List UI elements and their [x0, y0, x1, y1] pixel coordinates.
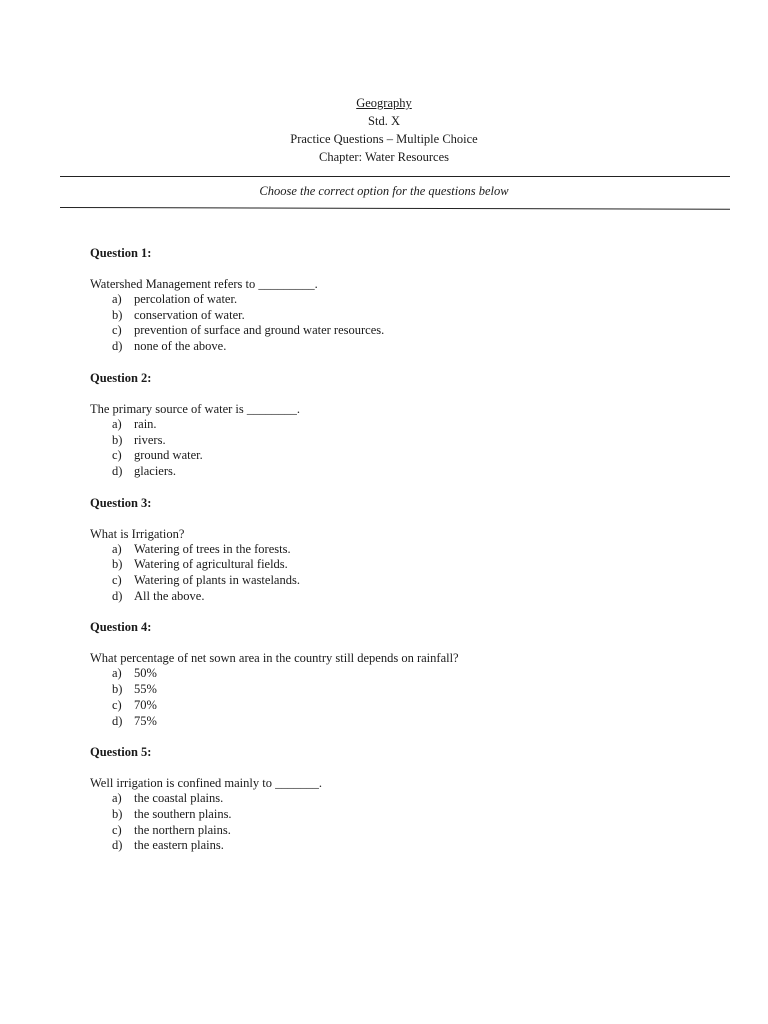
- option-letter: b): [112, 432, 123, 447]
- option-letter: a): [112, 416, 122, 431]
- option-item: [90, 791, 730, 807]
- option-item: [90, 714, 730, 730]
- question-block-1: [90, 245, 730, 355]
- option-letter: a): [112, 791, 122, 806]
- option-text: rivers.: [134, 432, 166, 447]
- top-divider: [60, 176, 730, 177]
- option-letter: b): [112, 682, 123, 697]
- option-text: 55%: [134, 682, 157, 697]
- question-stem: Well irrigation is confined mainly to _______.: [90, 776, 322, 791]
- option-letter: b): [112, 806, 123, 821]
- option-item: [90, 308, 730, 324]
- question-stem: The primary source of water is ________.: [90, 401, 301, 416]
- option-letter: c): [112, 323, 122, 338]
- option-item: [90, 464, 730, 480]
- option-list: [90, 417, 730, 480]
- option-letter: a): [112, 666, 122, 681]
- option-letter: a): [112, 541, 122, 556]
- option-text: glaciers.: [134, 463, 176, 478]
- chapter-label: Chapter: Water Resources: [319, 150, 449, 164]
- option-text: 50%: [134, 666, 157, 681]
- option-item: [90, 698, 730, 714]
- option-letter: c): [112, 573, 122, 588]
- question-title: Question 5:: [90, 745, 152, 760]
- option-text: the coastal plains.: [134, 791, 224, 806]
- option-letter: b): [112, 307, 123, 322]
- option-item: [90, 323, 730, 339]
- option-text: rain.: [134, 416, 157, 431]
- option-item: [90, 433, 730, 449]
- subject-title: Geography: [356, 96, 412, 110]
- option-list: [90, 791, 730, 854]
- option-text: ground water.: [134, 448, 203, 463]
- question-title: Question 4:: [90, 620, 152, 635]
- option-letter: a): [112, 292, 122, 306]
- option-item: [90, 823, 730, 839]
- option-letter: d): [112, 713, 123, 728]
- option-list: [90, 292, 730, 355]
- option-item: [90, 557, 730, 573]
- option-list: [90, 542, 730, 605]
- option-item: [90, 589, 730, 605]
- question-block-2: [90, 370, 730, 480]
- question-stem: What is Irrigation?: [90, 526, 185, 541]
- option-item: [90, 542, 730, 558]
- option-item: [90, 448, 730, 464]
- option-text: none of the above.: [134, 339, 227, 354]
- option-text: Watering of agricultural fields.: [134, 557, 288, 572]
- option-letter: c): [112, 448, 122, 463]
- worksheet-title: Practice Questions – Multiple Choice: [290, 132, 478, 146]
- option-text: Watering of plants in wastelands.: [134, 573, 300, 588]
- question-list: [90, 245, 730, 869]
- option-item: [90, 573, 730, 589]
- option-text: the northern plains.: [134, 822, 231, 837]
- option-item: [90, 838, 730, 854]
- question-block-4: [90, 619, 730, 729]
- option-text: All the above.: [134, 588, 205, 603]
- option-text: the eastern plains.: [134, 838, 224, 853]
- option-list: [90, 666, 730, 729]
- option-letter: b): [112, 557, 123, 572]
- option-text: conservation of water.: [134, 307, 245, 322]
- option-item: [90, 666, 730, 682]
- option-text: the southern plains.: [134, 806, 232, 821]
- question-block-3: [90, 495, 730, 605]
- option-text: Watering of trees in the forests.: [134, 541, 291, 556]
- option-text: percolation of water.: [134, 292, 238, 306]
- document-header: [0, 94, 768, 166]
- question-stem: Watershed Management refers to _________.: [90, 277, 318, 291]
- standard-label: Std. X: [368, 114, 400, 128]
- bottom-divider: [60, 207, 730, 210]
- question-title: Question 1:: [90, 246, 152, 260]
- option-text: 70%: [134, 697, 157, 712]
- option-item: [90, 807, 730, 823]
- question-stem: What percentage of net sown area in the country still depends on rainfall?: [90, 651, 459, 666]
- option-text: prevention of surface and ground water resources.: [134, 323, 385, 338]
- option-item: [90, 417, 730, 433]
- option-letter: c): [112, 697, 122, 712]
- question-title: Question 3:: [90, 495, 152, 510]
- option-letter: d): [112, 339, 123, 354]
- option-letter: c): [112, 822, 122, 837]
- option-item: [90, 339, 730, 355]
- option-letter: d): [112, 588, 123, 603]
- option-item: [90, 292, 730, 308]
- question-title: Question 2:: [90, 370, 152, 385]
- question-block-5: [90, 744, 730, 854]
- option-item: [90, 682, 730, 698]
- option-letter: d): [112, 838, 123, 853]
- option-text: 75%: [134, 713, 157, 728]
- instruction-text: Choose the correct option for the questions below: [259, 184, 509, 198]
- option-letter: d): [112, 463, 123, 478]
